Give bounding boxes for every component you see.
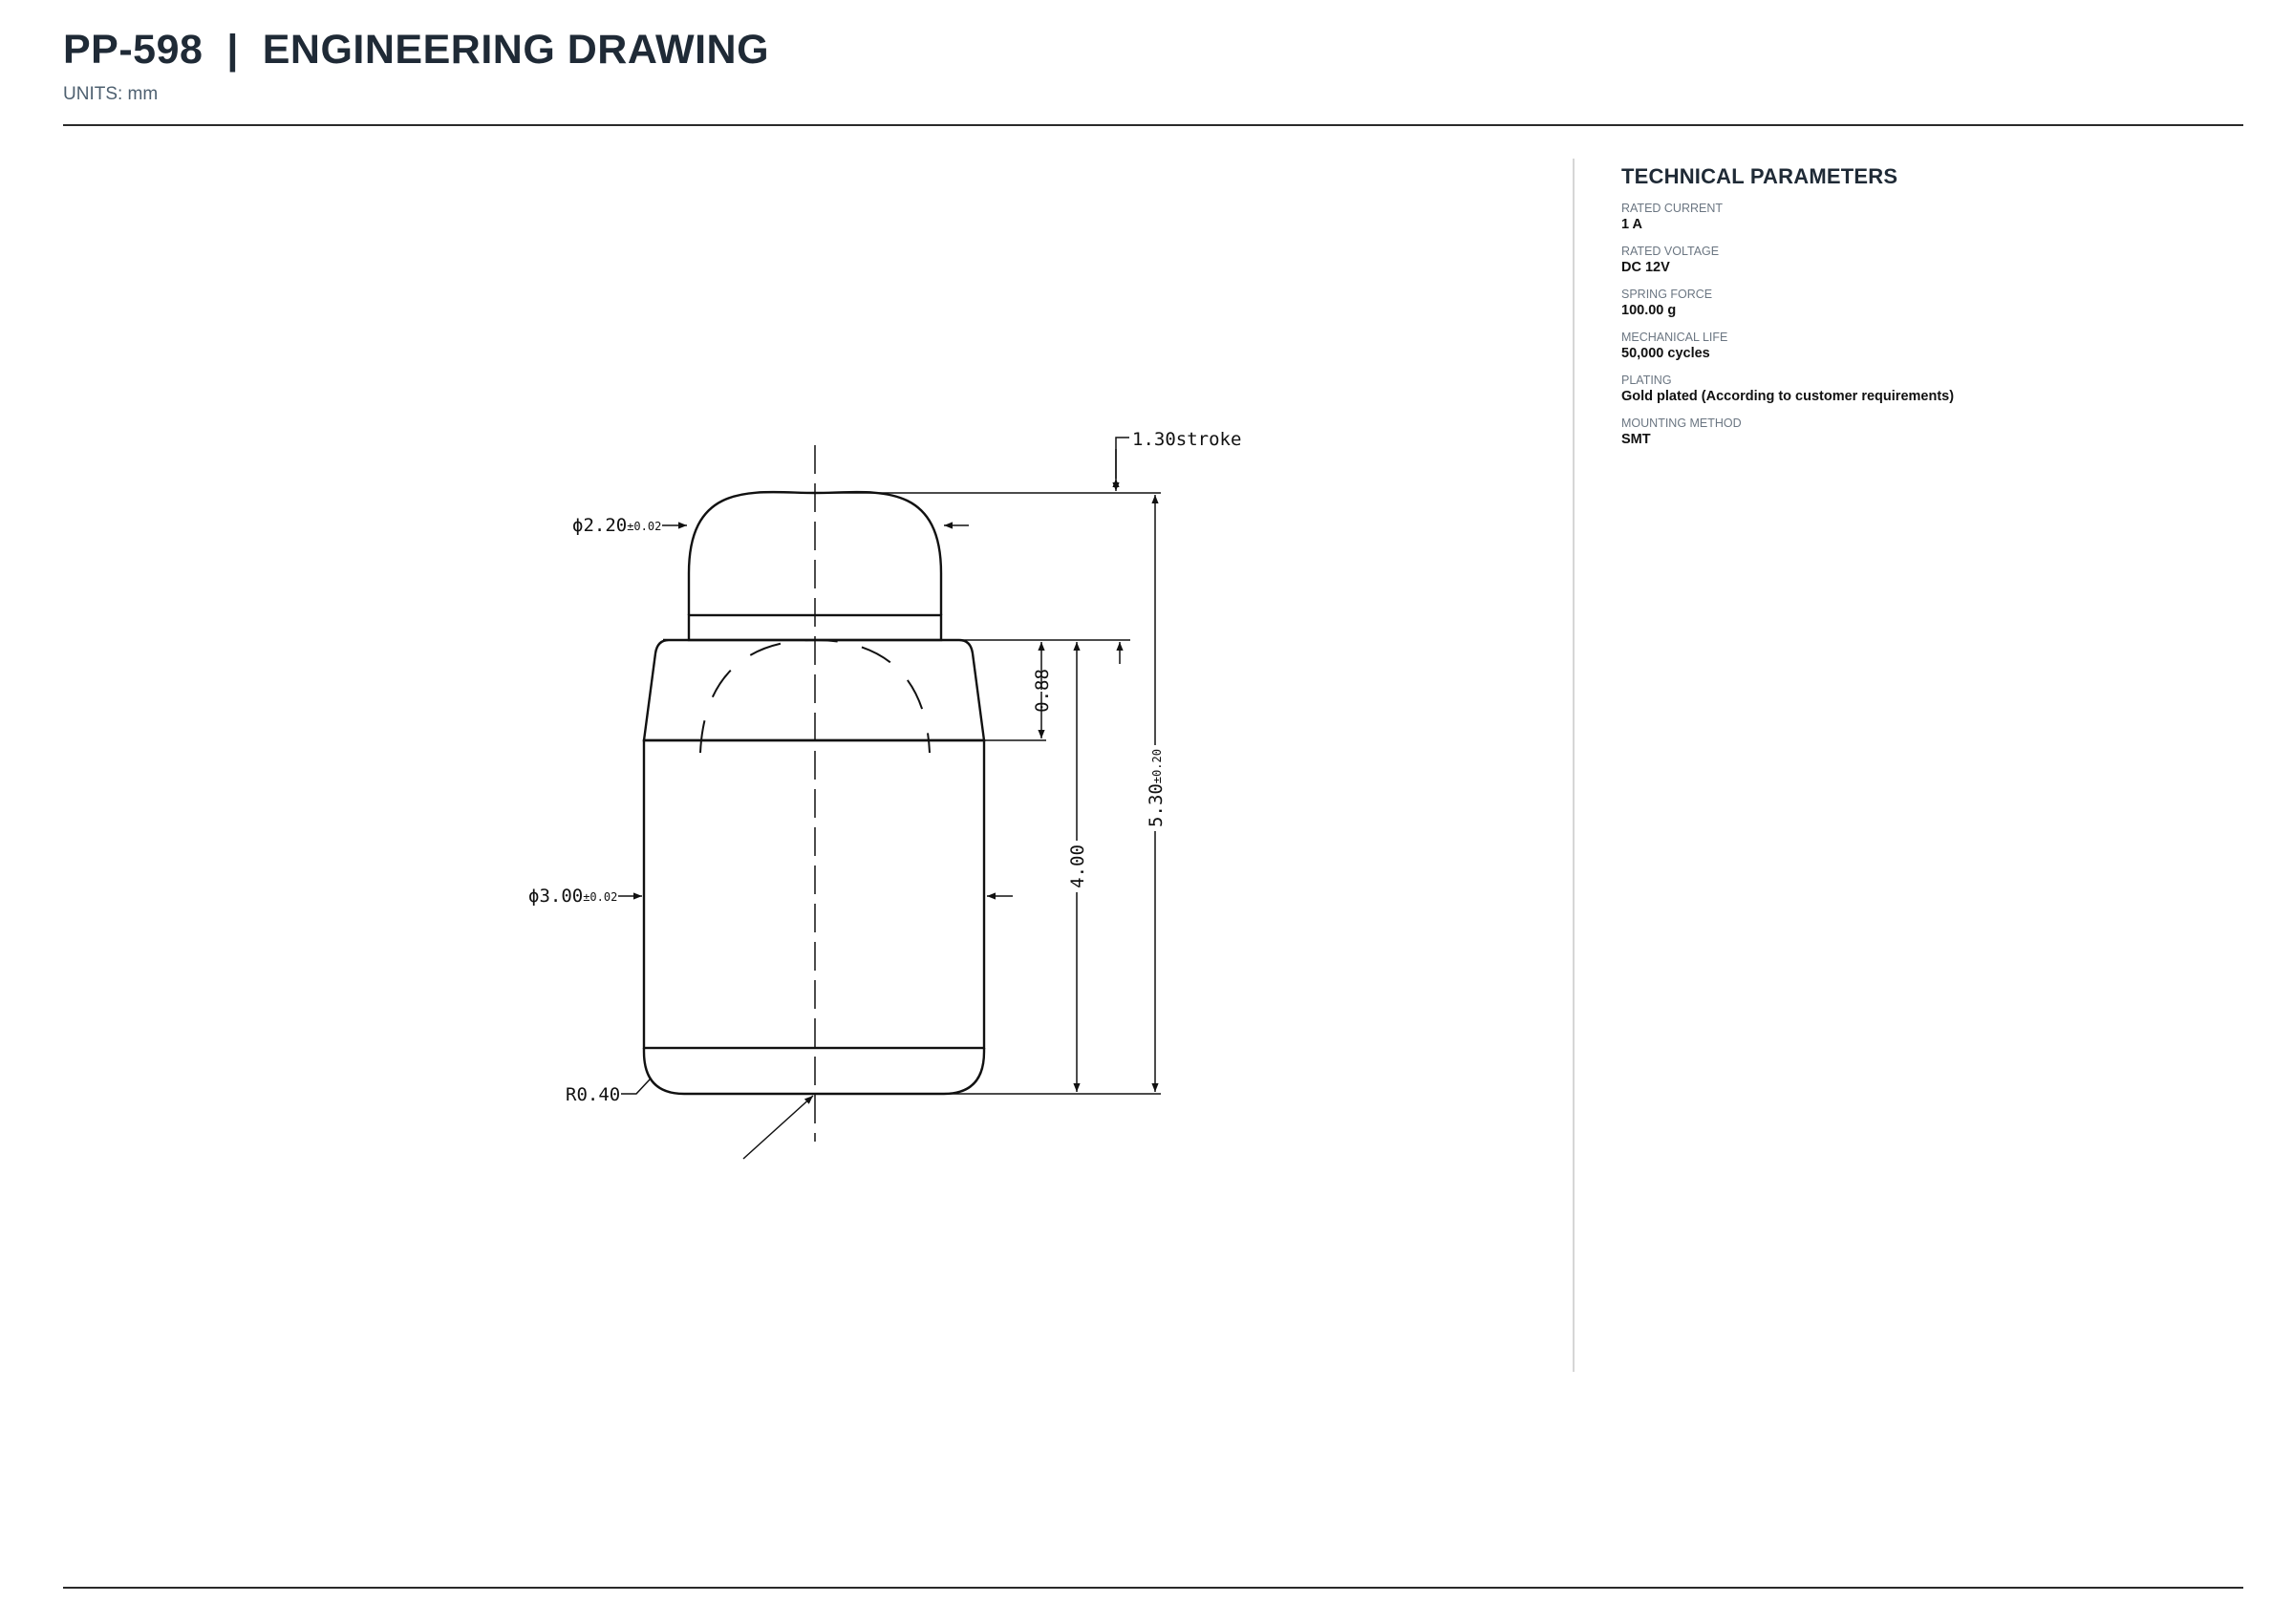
body-top [644,640,984,740]
body-barrel [644,740,984,1048]
technical-parameters-panel [1621,164,2233,448]
panel-title: TECHNICAL PARAMETERS [1621,164,1898,188]
body-dia-text: ϕ3.00 [528,886,584,907]
footer-rule [63,1587,2243,1589]
param-plating [1621,373,2233,405]
param-label: PLATING [1621,374,1672,387]
svg-text:5.30±0.20 [1146,749,1167,827]
dimension-shoulder [1032,642,1053,738]
head-dia-text: ϕ2.20 [572,515,628,536]
param-mounting-method [1621,416,2233,448]
radius-text: R0.40 [566,1084,621,1105]
extension-lines [815,493,1161,1094]
param-label: RATED VOLTAGE [1621,245,1720,258]
dimension-total [1146,495,1167,1092]
param-value: 50,000 cycles [1621,346,1710,361]
param-label: MECHANICAL LIFE [1621,331,1728,344]
bottom-leader [743,1096,813,1159]
param-rated-current [1621,201,2233,233]
head-dia-tol: ±0.02 [627,520,662,533]
dimension-head-diameter [572,515,969,536]
dimension-radius [566,1079,650,1105]
dimension-stroke [1116,429,1241,664]
page-title: PP-598 | ENGINEERING DRAWING [63,27,770,73]
param-label: MOUNTING METHOD [1621,417,1742,430]
param-value: DC 12V [1621,260,1670,275]
param-value: Gold plated (According to customer requirements) [1621,389,1955,404]
param-value: 100.00 g [1621,303,1677,318]
panel-divider [1573,159,1575,1372]
dimension-body-diameter [528,886,1013,907]
param-rated-voltage [1621,244,2233,276]
dimension-body-length [1067,642,1088,1092]
param-spring-force [1621,287,2233,319]
part-outline [644,492,984,1094]
param-value: 1 A [1621,217,1643,232]
body-length-text: 4.00 [1067,844,1088,888]
units-label: UNITS: mm [63,84,159,104]
body-dia-tol: ±0.02 [583,890,618,904]
param-mechanical-life [1621,330,2233,362]
stroke-dim-text: 1.30stroke [1132,429,1242,450]
svg-text:ϕ2.20±0.02 [572,515,661,536]
total-dim-tol: ±0.20 [1150,749,1164,784]
param-label: SPRING FORCE [1621,288,1713,301]
shoulder-dim-text: 0.88 [1032,669,1053,713]
total-dim-text: 5.30 [1146,783,1167,827]
param-value: SMT [1621,432,1651,447]
param-label: RATED CURRENT [1621,202,1724,215]
body-bottom [644,1048,984,1094]
svg-text:ϕ3.00±0.02 [528,886,617,907]
